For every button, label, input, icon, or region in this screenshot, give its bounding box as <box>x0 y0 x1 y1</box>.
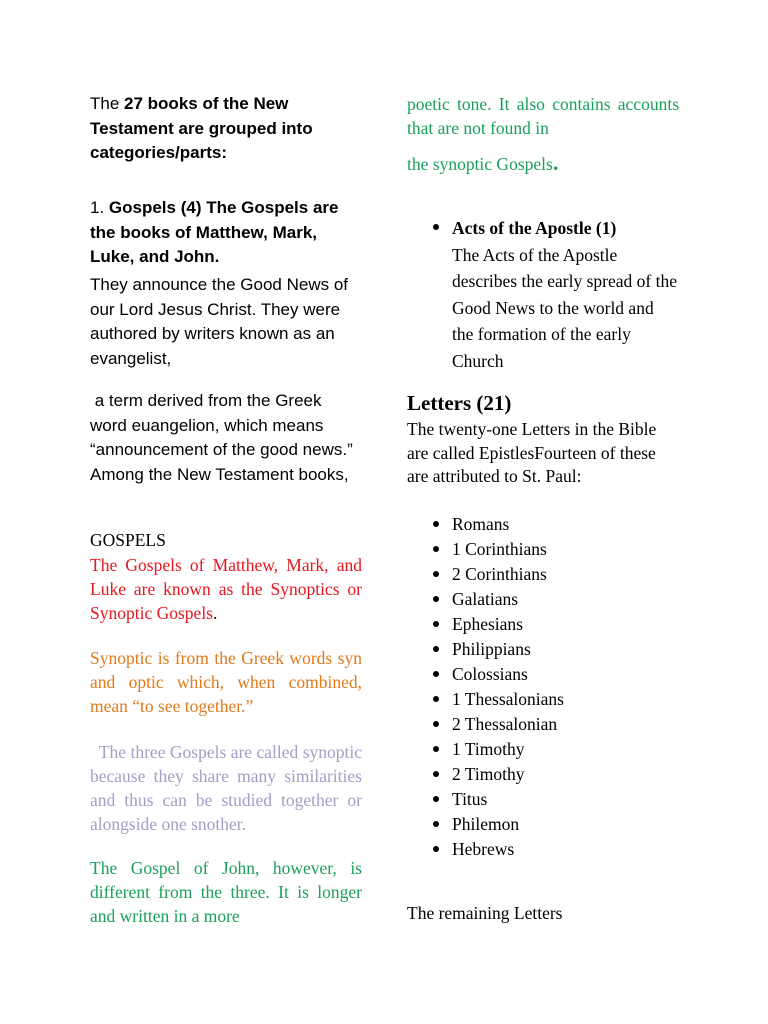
term-paragraph: a term derived from the Greek word euangelion, which means “announcement of the good news.” Among the New Testament books, <box>90 391 357 484</box>
letters-list-item: 2 Corinthians <box>407 562 679 587</box>
acts-body: The Acts of the Apostle describes the early spread of the Good News to the world and the formation of the early Church <box>452 244 677 371</box>
letters-list-item: Hebrews <box>407 837 679 862</box>
gospels-number: 1. <box>90 198 109 217</box>
letters-list-item: 1 Timothy <box>407 737 679 762</box>
letters-intro: The twenty-one Letters in the Bible are called EpistlesFourteen of these are attributed to St. Paul: <box>407 419 657 486</box>
intro-the: The <box>90 94 125 113</box>
remaining-letters: The remaining Letters <box>407 903 563 923</box>
letters-list-item: Galatians <box>407 587 679 612</box>
three-gospels-paragraph: The three Gospels are called synoptic because they share many similarities and thus can be studied together or alongside one snother. <box>90 742 367 834</box>
letters-list-item: Titus <box>407 787 679 812</box>
synoptics-period: . <box>213 603 218 623</box>
synoptic-definition-paragraph: Synoptic is from the Greek words syn and optic which, when combined, mean “to see together.” <box>90 648 362 716</box>
letters-list-item: 1 Thessalonians <box>407 687 679 712</box>
synoptics-paragraph <box>90 553 362 625</box>
synoptic-gospels-text: the synoptic Gospels <box>407 154 553 174</box>
letters-list <box>407 512 679 862</box>
synoptics-red-text: The Gospels of Matthew, Mark, and Luke are known as the Synoptics or Synoptic Gospels <box>90 555 362 623</box>
letters-list-item: 1 Corinthians <box>407 537 679 562</box>
synoptic-gospels-line <box>407 151 679 176</box>
letters-heading: Letters (21) <box>407 391 512 415</box>
gospels-heading-bold: Gospels (4) The Gospels are the books of Matthew, Mark, Luke, and John. <box>90 198 339 266</box>
letters-list-item: 2 Timothy <box>407 762 679 787</box>
acts-title: Acts of the Apostle (1) <box>452 218 617 238</box>
intro-paragraph <box>90 92 362 166</box>
acts-list <box>407 215 679 374</box>
announce-paragraph: They announce the Good News of our Lord Jesus Christ. They were authored by writers known as an evangelist, <box>90 275 348 368</box>
gospels-heading-paragraph <box>90 196 362 270</box>
intro-bold-text: 27 books of the New Testament are grouped into categories/parts: <box>90 94 313 162</box>
john-paragraph: The Gospel of John, however, is different from the three. It is longer and written in a more <box>90 858 362 926</box>
synoptic-gospels-period: . <box>552 150 559 175</box>
gospels-label: GOSPELS <box>90 530 166 550</box>
letters-list-item: Romans <box>407 512 679 537</box>
letters-list-item: 2 Thessalonian <box>407 712 679 737</box>
poetic-paragraph: poetic tone. It also contains accounts that are not found in <box>407 94 679 138</box>
letters-list-item: Ephesians <box>407 612 679 637</box>
acts-list-item <box>407 215 679 374</box>
letters-list-item: Colossians <box>407 662 679 687</box>
letters-list-item: Philippians <box>407 637 679 662</box>
letters-list-item: Philemon <box>407 812 679 837</box>
